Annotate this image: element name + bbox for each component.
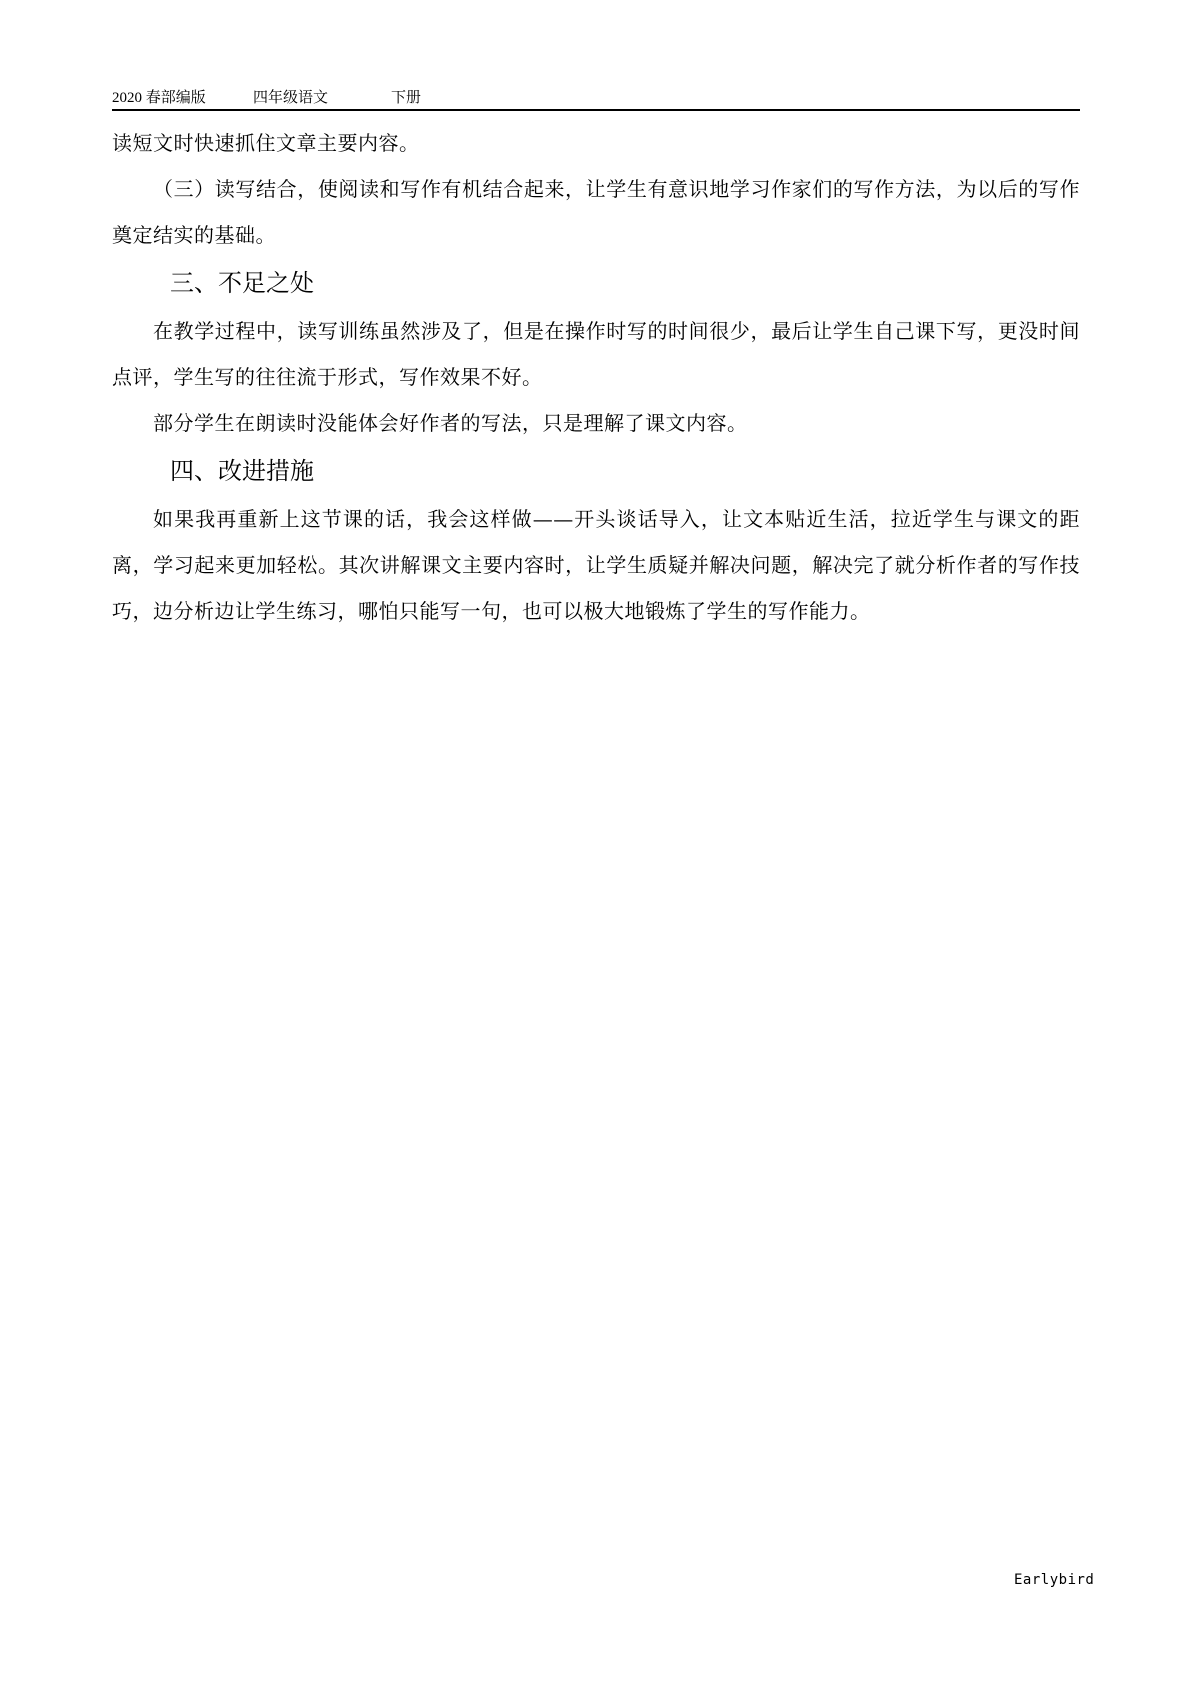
paragraph-shortfall-2: 部分学生在朗读时没能体会好作者的写法，只是理解了课文内容。	[153, 411, 748, 435]
section-heading-improvements: 四、改进措施	[170, 457, 314, 485]
paragraph-shortfall-1: 在教学过程中，读写训练虽然涉及了，但是在操作时写的时间很少，最后让学生自己课下写，更没时间点评，学生写的往往流于形式，写作效果不好。	[112, 319, 1080, 389]
section-heading-shortfalls: 三、不足之处	[170, 269, 314, 297]
header-subject: 四年级语文	[253, 90, 329, 106]
paragraph-improvements: 如果我再重新上这节课的话，我会这样做——开头谈话导入，让文本贴近生活，拉近学生与课文的距离，学习起来更加轻松。其次讲解课文主要内容时，让学生质疑并解决问题，解决完了就分析作者的写作技巧，边分析边让学生练习，哪怕只能写一句，也可以极大地锻炼了学生的写作能力。	[112, 507, 1080, 623]
document-body	[112, 120, 1080, 634]
paragraph-reading-writing: （三）读写结合，使阅读和写作有机结合起来，让学生有意识地学习作家们的写作方法，为以后的写作奠定结实的基础。	[112, 177, 1080, 247]
header-volume: 下册	[391, 90, 422, 106]
paragraph-continued: 读短文时快速抓住文章主要内容。	[112, 131, 420, 155]
header-edition: 2020 春部编版	[112, 90, 206, 106]
page-header	[112, 89, 1080, 111]
footer-watermark: Earlybird	[1014, 1572, 1095, 1588]
